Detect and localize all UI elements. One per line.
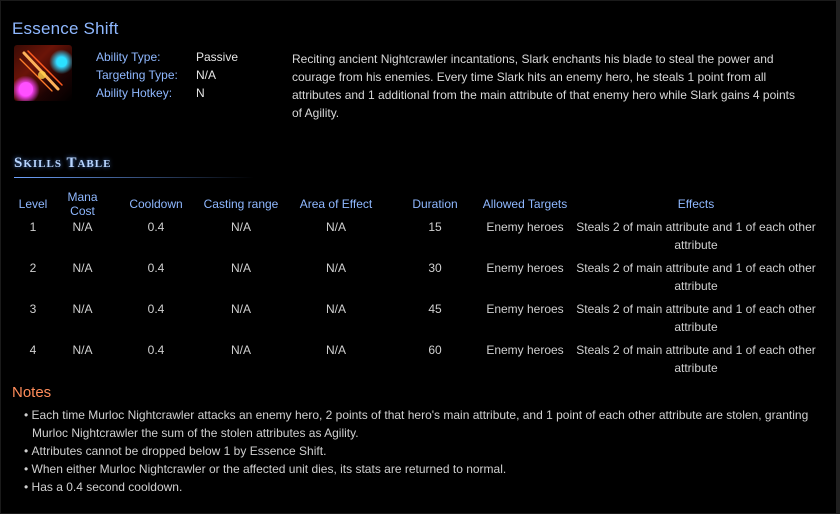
cell-cooldown: 0.4 <box>147 302 165 316</box>
notes-list <box>32 406 832 496</box>
skills-table <box>12 190 821 382</box>
ability-type-label: Ability Type: <box>96 50 161 64</box>
cell-duration: 30 <box>428 261 442 275</box>
ability-hotkey-label: Ability Hotkey: <box>96 86 173 100</box>
cell-duration: 15 <box>428 220 442 234</box>
cell-allowed-targets: Enemy heroes <box>486 302 564 316</box>
header-mana-cost: Mana Cost <box>67 190 98 218</box>
table-row <box>12 341 821 382</box>
cell-cooldown: 0.4 <box>147 220 165 234</box>
cell-casting-range: N/A <box>230 261 251 275</box>
scrollbar[interactable] <box>836 0 840 514</box>
cell-mana-cost: N/A <box>72 343 93 357</box>
cell-level: 2 <box>29 261 37 275</box>
header-casting-range: Casting range <box>203 197 279 211</box>
header-allowed-targets: Allowed Targets <box>482 197 568 211</box>
header-duration: Duration <box>412 197 458 211</box>
cell-allowed-targets: Enemy heroes <box>486 343 564 357</box>
cell-effects: Steals 2 of main attribute and 1 of each other attribute <box>576 302 816 334</box>
cell-allowed-targets: Enemy heroes <box>486 220 564 234</box>
essence-shift-icon <box>14 45 72 101</box>
cell-mana-cost: N/A <box>72 302 93 316</box>
cell-effects: Steals 2 of main attribute and 1 of each other attribute <box>576 220 816 252</box>
ability-type-row <box>96 50 238 68</box>
cell-area-of-effect: N/A <box>325 302 346 316</box>
cell-duration: 60 <box>428 343 442 357</box>
header-effects: Effects <box>677 197 715 211</box>
header-cooldown: Cooldown <box>129 197 183 211</box>
list-item: • Attributes cannot be dropped below 1 by Essence Shift. <box>32 442 832 460</box>
list-item: • Has a 0.4 second cooldown. <box>32 478 832 496</box>
cell-cooldown: 0.4 <box>147 343 165 357</box>
cell-mana-cost: N/A <box>72 261 93 275</box>
skills-table-title: Skills Table <box>14 155 112 171</box>
cell-level: 3 <box>29 302 37 316</box>
cell-casting-range: N/A <box>230 343 251 357</box>
cell-casting-range: N/A <box>230 302 251 316</box>
targeting-type-label: Targeting Type: <box>96 68 178 82</box>
header-area-of-effect: Area of Effect <box>299 197 373 211</box>
cell-effects: Steals 2 of main attribute and 1 of each other attribute <box>576 343 816 375</box>
cell-effects: Steals 2 of main attribute and 1 of each other attribute <box>576 261 816 293</box>
notes-title: Notes <box>12 384 52 401</box>
cell-area-of-effect: N/A <box>325 343 346 357</box>
ability-hotkey-row <box>96 86 238 104</box>
cell-level: 4 <box>29 343 37 357</box>
cell-mana-cost: N/A <box>72 220 93 234</box>
list-item: • Each time Murloc Nightcrawler attacks an enemy hero, 2 points of that hero's main attribute, and 1 point of each other attribute are stolen, granting Murloc Nightcrawler the sum of the stolen attributes as Agility. <box>32 406 832 442</box>
cell-area-of-effect: N/A <box>325 220 346 234</box>
table-row <box>12 218 821 259</box>
ability-meta <box>96 50 238 104</box>
cell-casting-range: N/A <box>230 220 251 234</box>
cell-level: 1 <box>29 220 37 234</box>
targeting-type-value: N/A <box>196 68 217 82</box>
skills-title-divider <box>14 177 254 178</box>
list-item: • When either Murloc Nightcrawler or the affected unit dies, its stats are returned to normal. <box>32 460 832 478</box>
ability-hotkey-value: N <box>196 86 205 100</box>
ability-description: Reciting ancient Nightcrawler incantations, Slark enchants his blade to steal the power and courage from his enemies. Every time Slark hits an enemy hero, he steals 1 point from all attributes and 1 additional from the main attribute of that enemy hero while Slark gains 4 points of Agility. <box>292 52 795 120</box>
ability-type-value: Passive <box>196 50 239 64</box>
cell-cooldown: 0.4 <box>147 261 165 275</box>
ability-title: Essence Shift <box>12 19 119 38</box>
cell-duration: 45 <box>428 302 442 316</box>
cell-allowed-targets: Enemy heroes <box>486 261 564 275</box>
header-level: Level <box>18 197 48 211</box>
table-row <box>12 300 821 341</box>
targeting-type-row <box>96 68 238 86</box>
table-row <box>12 259 821 300</box>
skills-table-header-row <box>12 190 821 218</box>
cell-area-of-effect: N/A <box>325 261 346 275</box>
